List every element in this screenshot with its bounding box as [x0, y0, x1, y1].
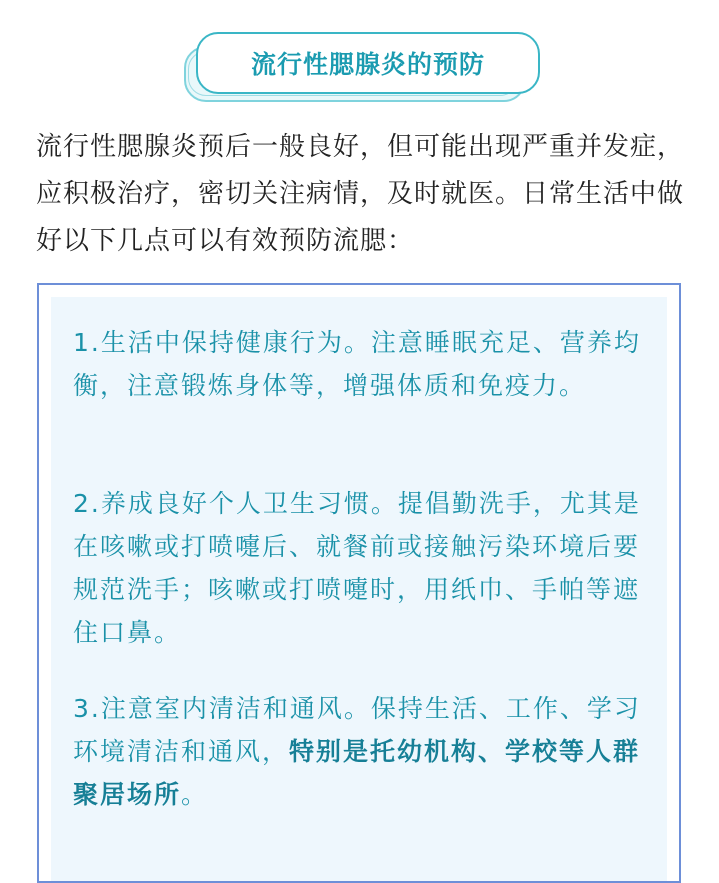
tip-3-emphasis: 特别是托幼机构、学校等人群聚居场所 [73, 737, 641, 809]
tip-item-2 [73, 482, 653, 654]
title-badge [184, 32, 540, 104]
tip-item-1 [73, 321, 653, 407]
tip-3-text: 3.注意室内清洁和通风。保持生活、工作、学习环境清洁和通风， [73, 694, 641, 766]
tip-1-text: 1.生活中保持健康行为。注意睡眠充足、营养均衡，注意锻炼身体等，增强体质和免疫力。 [73, 328, 641, 400]
tip-3-end: 。 [181, 780, 209, 809]
tips-panel-inner [51, 297, 667, 881]
title-badge-box [196, 32, 540, 94]
page-title: 流行性腮腺炎的预防 [250, 50, 485, 79]
intro-paragraph: 流行性腮腺炎预后一般良好，但可能出现严重并发症，应积极治疗，密切关注病情，及时就医。日常生活中做好以下几点可以有效预防流腮： [36, 132, 685, 256]
tip-item-3 [73, 687, 653, 816]
tips-panel [37, 283, 681, 883]
tip-2-text: 2.养成良好个人卫生习惯。提倡勤洗手，尤其是在咳嗽或打喷嚏后、就餐前或接触污染环境后要规范洗手；咳嗽或打喷嚏时，用纸巾、手帕等遮住口鼻。 [73, 489, 641, 647]
